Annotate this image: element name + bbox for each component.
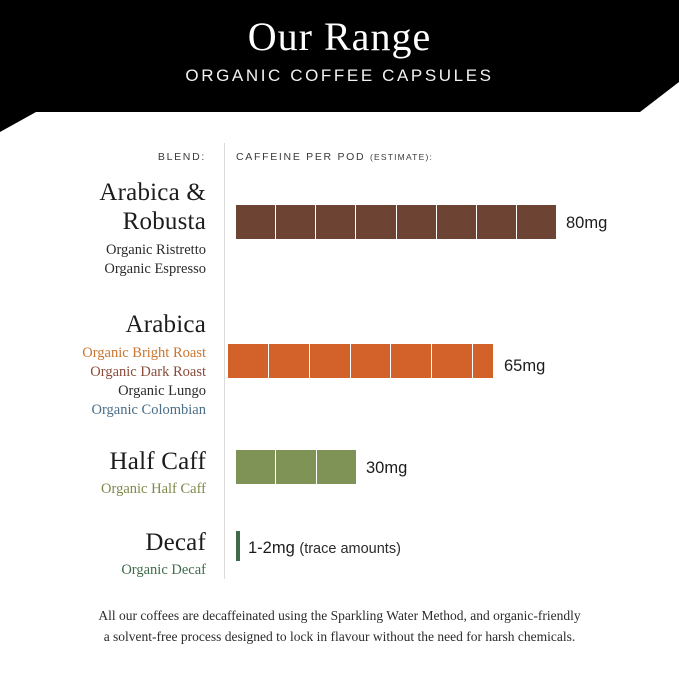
blend-name: Half Caff (109, 448, 206, 475)
bar-value-label (504, 357, 545, 375)
row-label-group (22, 178, 206, 279)
column-heading-caffeine (236, 151, 433, 163)
variety-label: Organic Bright Roast (82, 345, 206, 361)
bar-arabica-robusta (236, 205, 556, 239)
column-divider (224, 143, 225, 579)
column-heading-blend: BLEND: (157, 151, 206, 163)
bar-half-caff (236, 450, 356, 484)
blend-name: Arabica & (99, 179, 206, 206)
column-heading-caffeine-label: CAFFEINE PER POD (236, 151, 366, 163)
page-title: Our Range (247, 14, 432, 59)
column-heading-caffeine-note: (ESTIMATE): (369, 152, 434, 162)
bar-value-note: (trace amounts) (299, 541, 401, 557)
bar-value-text: 65mg (504, 357, 546, 375)
bar-value-label (366, 459, 407, 477)
bar-decaf (236, 531, 240, 561)
row-label-group (22, 310, 206, 420)
bar-value-label (566, 214, 607, 232)
row-label-group (22, 447, 206, 499)
bar-arabica (228, 344, 493, 378)
blend-name: Decaf (145, 529, 206, 556)
variety-label: Organic Decaf (121, 562, 206, 578)
variety-label: Organic Espresso (104, 261, 206, 277)
variety-label: Organic Half Caff (101, 481, 206, 497)
variety-label: Organic Colombian (91, 402, 206, 418)
footer-line-2: a solvent-free process designed to lock in flavour without the need for harsh chemicals. (103, 629, 576, 644)
blend-name-line2: Robusta (122, 208, 206, 235)
footer-note (0, 605, 679, 647)
bar-value-text: 80mg (566, 214, 608, 232)
bar-value-label (248, 539, 401, 558)
variety-label: Organic Lungo (118, 383, 206, 399)
blend-name: Arabica (125, 311, 206, 338)
page-subtitle: ORGANIC COFFEE CAPSULES (185, 66, 494, 85)
bar-value-text: 30mg (366, 459, 408, 477)
variety-label: Organic Dark Roast (90, 364, 206, 380)
footer-line-1: All our coffees are decaffeinated using the Sparkling Water Method, and organic-friendly (98, 608, 581, 623)
variety-label: Organic Ristretto (105, 242, 206, 258)
row-label-group (22, 528, 206, 580)
bar-value-text: 1-2mg (248, 539, 295, 557)
